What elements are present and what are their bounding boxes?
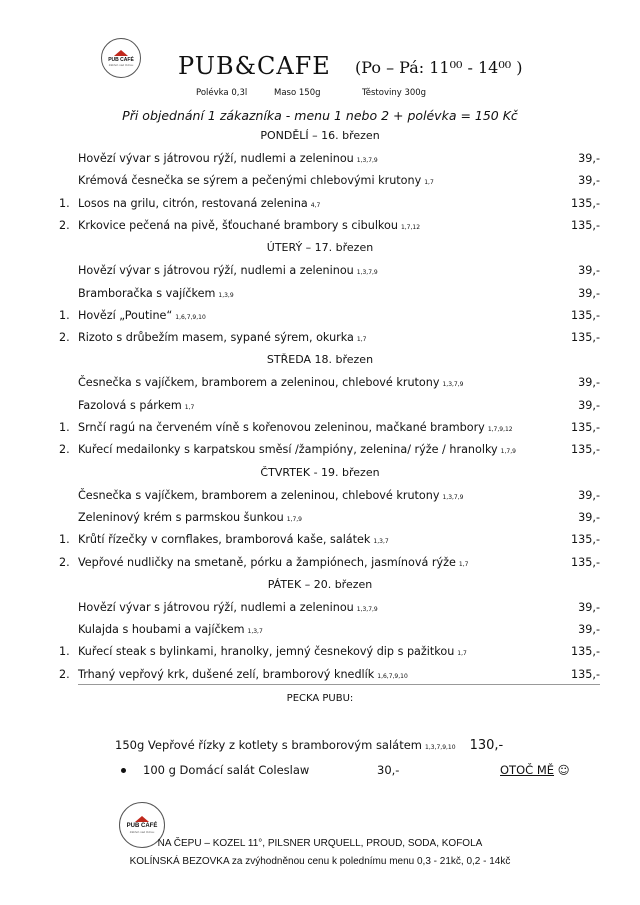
item-allergens: 1,7,12 bbox=[400, 223, 421, 231]
item-price: 135,- bbox=[571, 196, 600, 210]
item-allergens: 1,7 bbox=[424, 179, 434, 187]
item-price: 135,- bbox=[571, 555, 600, 569]
item-number: 1. bbox=[59, 645, 70, 659]
item-number: 2. bbox=[59, 555, 70, 569]
side-dish-name: 100 g Domácí salát Coleslaw bbox=[143, 763, 310, 777]
item-name: Krémová česnečka se sýrem a pečenými chlebovými krutony bbox=[78, 174, 422, 188]
item-price: 39,- bbox=[578, 510, 600, 524]
item-name: Hovězí vývar s játrovou rýží, nudlemi a zeleninou bbox=[78, 264, 354, 278]
item-name: Kuřecí steak s bylinkami, hranolky, jemný česnekový dip s pažitkou bbox=[78, 645, 455, 659]
menu-item bbox=[0, 287, 640, 303]
item-price: 135,- bbox=[571, 667, 600, 681]
menu-item bbox=[0, 623, 640, 639]
item-name-wrap bbox=[78, 287, 234, 300]
item-name-wrap bbox=[78, 264, 378, 277]
pecka-special-name: 150g Vepřové řízky z kotlety s bramborovým salátem bbox=[115, 738, 423, 752]
menu-item bbox=[0, 489, 640, 505]
item-allergens: 4,7 bbox=[310, 201, 321, 209]
item-name-wrap bbox=[78, 668, 408, 681]
item-allergens: 1,3,7,9 bbox=[356, 605, 378, 613]
item-allergens: 1,3,9 bbox=[218, 291, 234, 299]
menu-item bbox=[0, 399, 640, 415]
item-name: Losos na grilu, citrón, restovaná zelenina bbox=[78, 196, 308, 210]
item-price: 39,- bbox=[578, 600, 600, 614]
turn-over-note bbox=[500, 763, 570, 777]
menu-item bbox=[0, 376, 640, 392]
item-price: 39,- bbox=[578, 174, 600, 188]
item-number: 1. bbox=[59, 421, 70, 434]
item-number: 2. bbox=[59, 331, 70, 345]
menu-item bbox=[0, 511, 640, 527]
item-allergens: 1,3,7 bbox=[247, 628, 263, 636]
menu-offer: Při objednání 1 zákazníka - menu 1 nebo 2 + polévka = 150 Kč bbox=[122, 108, 518, 123]
logo-text: PUB CAFÉ bbox=[108, 56, 134, 63]
item-allergens: 1,3,7,9 bbox=[356, 269, 378, 277]
item-name-wrap bbox=[78, 309, 206, 322]
item-allergens: 1,7 bbox=[458, 560, 469, 568]
item-allergens: 1,7,9,12 bbox=[487, 426, 513, 433]
item-number: 1. bbox=[59, 308, 70, 322]
day-title: STŘEDA 18. březen bbox=[266, 353, 374, 367]
menu-item bbox=[0, 152, 640, 168]
logo-roof-icon bbox=[114, 50, 128, 56]
day-title: PÁTEK – 20. březen bbox=[267, 577, 373, 591]
divider bbox=[78, 684, 600, 685]
item-allergens: 1,7,9 bbox=[500, 448, 516, 456]
item-name-wrap bbox=[78, 443, 516, 456]
item-allergens: 1,3,7,9 bbox=[356, 157, 378, 164]
lemonade-offer: KOLÍNSKÁ BEZOVKA za zvýhodněnou cenu k polednímu menu 0,3 - 21kč, 0,2 - 14kč bbox=[129, 856, 511, 867]
item-allergens: 1,3,7 bbox=[373, 538, 389, 546]
item-price: 39,- bbox=[578, 264, 600, 278]
item-price: 135,- bbox=[571, 331, 600, 345]
item-price: 39,- bbox=[578, 488, 600, 502]
size-meat: Maso 150g bbox=[274, 88, 321, 98]
item-name-wrap bbox=[78, 219, 420, 232]
item-price: 39,- bbox=[578, 152, 600, 165]
item-name-wrap bbox=[78, 601, 378, 614]
page-title: PUB&CAFE bbox=[178, 52, 331, 80]
item-name: Vepřové nudličky na smetaně, pórku a žampiónech, jasmínová rýže bbox=[78, 555, 456, 569]
day-title: ČTVRTEK - 19. březen bbox=[260, 465, 380, 479]
item-name: Zeleninový krém s parmskou šunkou bbox=[78, 510, 284, 524]
menu-item bbox=[0, 264, 640, 280]
menu-item bbox=[0, 331, 640, 347]
item-name: Fazolová s párkem bbox=[78, 398, 182, 412]
turn-over-label: OTOČ MĚ bbox=[500, 763, 555, 777]
item-name: Krůtí řízečky v cornflakes, bramborová kaše, salátek bbox=[78, 533, 371, 547]
item-name: Hovězí vývar s játrovou rýží, nudlemi a zeleninou bbox=[78, 152, 354, 165]
pecka-special bbox=[115, 738, 503, 753]
item-name-wrap bbox=[78, 197, 320, 210]
pecka-special-price: 130,- bbox=[469, 738, 504, 753]
item-name-wrap bbox=[78, 399, 194, 412]
item-price: 135,- bbox=[571, 421, 600, 434]
item-price: 135,- bbox=[571, 533, 600, 547]
item-price: 135,- bbox=[571, 645, 600, 659]
item-name-wrap bbox=[78, 533, 389, 546]
item-name: Kulajda s houbami a vajíčkem bbox=[78, 623, 245, 637]
draft-beers: NA ČEPU – KOZEL 11°, PILSNER URQUELL, PROUD, SODA, KOFOLA bbox=[157, 838, 483, 849]
logo-text: PUB CAFÉ bbox=[126, 823, 158, 829]
item-price: 39,- bbox=[578, 623, 600, 637]
day-title: ÚTERÝ – 17. březen bbox=[266, 241, 374, 255]
pub-cafe-logo bbox=[101, 38, 141, 78]
item-number: 1. bbox=[59, 196, 70, 210]
smiley-icon: ☺ bbox=[557, 763, 570, 777]
menu-item bbox=[0, 668, 640, 684]
item-allergens: 1,6,7,9,10 bbox=[175, 313, 206, 321]
menu-item bbox=[0, 533, 640, 549]
item-price: 135,- bbox=[571, 308, 600, 322]
item-allergens: 1,7 bbox=[457, 650, 467, 658]
pecka-special-allergens: 1,3,7,9,10 bbox=[425, 744, 456, 751]
opening-hours: (Po – Pá: 11⁰⁰ - 14⁰⁰ ) bbox=[355, 58, 523, 77]
menu-item bbox=[0, 645, 640, 661]
item-name-wrap bbox=[78, 556, 468, 569]
item-number: 1. bbox=[59, 533, 70, 547]
item-name-wrap bbox=[78, 623, 263, 636]
item-allergens: 1,3,7,9 bbox=[442, 493, 464, 501]
menu-item bbox=[0, 197, 640, 213]
menu-item bbox=[0, 601, 640, 617]
item-name-wrap bbox=[78, 421, 513, 434]
logo-subtext: Zábřeh nad Odrou bbox=[129, 830, 155, 834]
item-number: 2. bbox=[59, 218, 70, 232]
item-name-wrap bbox=[78, 174, 434, 187]
menu-item bbox=[0, 556, 640, 572]
item-name-wrap bbox=[78, 331, 366, 344]
item-price: 39,- bbox=[578, 286, 600, 300]
menu-item bbox=[0, 443, 640, 459]
item-price: 135,- bbox=[571, 443, 600, 457]
item-name-wrap bbox=[78, 511, 302, 524]
menu-item bbox=[0, 174, 640, 190]
item-number: 2. bbox=[59, 667, 70, 681]
size-soup: Polévka 0,3l bbox=[196, 88, 248, 98]
logo-roof-icon bbox=[135, 816, 149, 822]
item-name: Česnečka s vajíčkem, bramborem a zeleninou, chlebové krutony bbox=[78, 376, 440, 390]
item-name: Kuřecí medailonky s karpatskou směsí /žampióny, zelenina/ rýže / hranolky bbox=[78, 443, 498, 457]
menu-item bbox=[0, 309, 640, 325]
item-number: 2. bbox=[59, 443, 70, 457]
item-name: Rizoto s drůbežím masem, sypané sýrem, okurka bbox=[78, 331, 354, 345]
item-name: Česnečka s vajíčkem, bramborem a zeleninou, chlebové krutony bbox=[78, 488, 440, 502]
item-name-wrap bbox=[78, 376, 463, 389]
item-name-wrap bbox=[78, 152, 378, 165]
item-name: Srnčí ragú na červeném víně s kořenovou zeleninou, mačkané brambory bbox=[78, 421, 485, 434]
pecka-title: PECKA PUBU: bbox=[286, 693, 354, 704]
item-price: 39,- bbox=[578, 376, 600, 390]
item-name: Trhaný vepřový krk, dušené zelí, bramborový knedlík bbox=[78, 667, 375, 681]
item-allergens: 1,7 bbox=[184, 403, 195, 411]
menu-item bbox=[0, 219, 640, 235]
item-allergens: 1,3,7,9 bbox=[442, 381, 464, 389]
item-name: Krkovice pečená na pivě, šťouchané brambory s cibulkou bbox=[78, 218, 398, 232]
day-title: PONDĚLÍ – 16. březen bbox=[260, 129, 380, 142]
item-price: 135,- bbox=[571, 218, 600, 232]
size-pasta: Těstoviny 300g bbox=[362, 88, 427, 98]
item-name: Hovězí „Poutine“ bbox=[78, 308, 173, 322]
item-name-wrap bbox=[78, 645, 467, 658]
item-name: Bramboračka s vajíčkem bbox=[78, 286, 216, 300]
item-allergens: 1,7,9 bbox=[286, 515, 302, 523]
side-dish-price: 30,- bbox=[377, 763, 400, 777]
menu-item bbox=[0, 421, 640, 437]
logo-subtext: Zábřeh nad Odrou bbox=[108, 62, 134, 67]
item-allergens: 1,7 bbox=[356, 336, 367, 344]
item-allergens: 1,6,7,9,10 bbox=[377, 672, 408, 680]
bullet-icon bbox=[121, 768, 126, 773]
item-name: Hovězí vývar s játrovou rýží, nudlemi a zeleninou bbox=[78, 600, 354, 614]
item-price: 39,- bbox=[578, 398, 600, 412]
item-name-wrap bbox=[78, 489, 463, 502]
